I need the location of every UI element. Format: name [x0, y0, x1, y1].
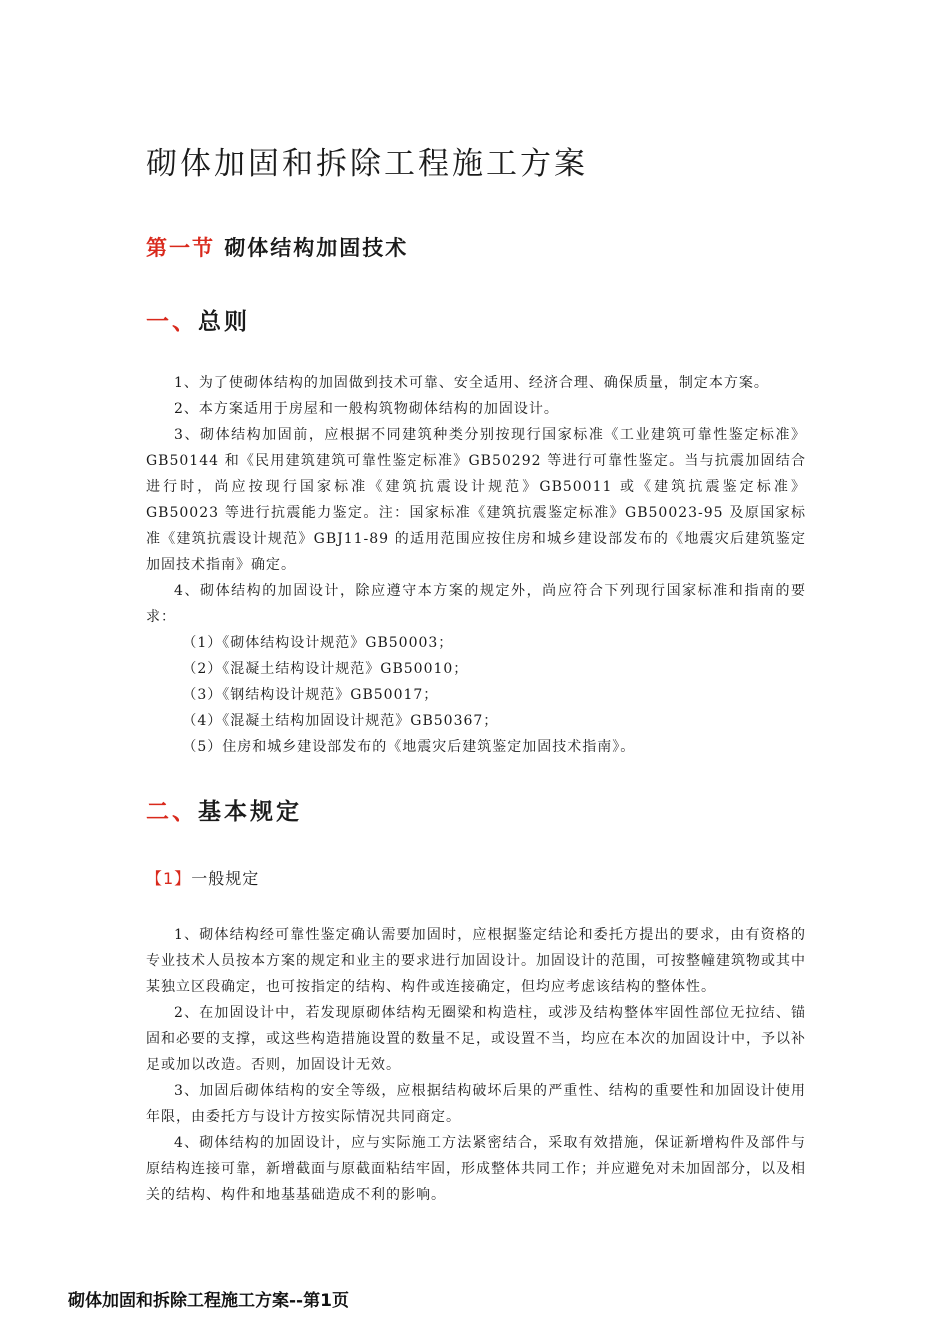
- subheading-number: 【1】: [146, 869, 192, 888]
- section-number: 第一节: [146, 236, 215, 260]
- paragraph: 3、砌体结构加固前，应根据不同建筑种类分别按现行国家标准《工业建筑可靠性鉴定标准》GB50144 和《民用建筑建筑可靠性鉴定标准》GB50292 等进行可靠性鉴定。当与抗震加固结合进行时，尚应按现行国家标准《建筑抗震设计规范》GB50011 或《建筑抗震鉴定标准》GB50023 等进行抗震能力鉴定。注：国家标准《建筑抗震鉴定标准》GB50023-95 及原国家标准《建筑抗震设计规范》GBJ11-89 的适用范围应按住房和城乡建设部发布的《地震灾后建筑鉴定加固技术指南》确定。: [146, 427, 806, 573]
- section-heading: [146, 232, 408, 262]
- paragraph: 2、本方案适用于房屋和一般构筑物砌体结构的加固设计。: [174, 401, 559, 417]
- list-item: （3）《钢结构设计规范》GB50017；: [182, 687, 439, 703]
- list-item: （2）《混凝土结构设计规范》GB50010；: [182, 661, 469, 677]
- heading-basic-provisions: [146, 793, 302, 826]
- page-footer: 砌体加固和拆除工程施工方案--第1页: [68, 1291, 349, 1311]
- paragraph: 3、加固后砌体结构的安全等级，应根据结构破坏后果的严重性、结构的重要性和加固设计使用年限，由委托方与设计方按实际情况共同商定。: [146, 1083, 806, 1125]
- heading-general-principles: [146, 303, 250, 336]
- section-title: 砌体结构加固技术: [224, 236, 409, 260]
- general-rules-body: [146, 922, 806, 1208]
- paragraph: 2、在加固设计中，若发现原砌体结构无圈梁和构造柱，或涉及结构整体牢固性部位无拉结、锚固和必要的支撑，或这些构造措施设置的数量不足，或设置不当，均应在本次的加固设计中，予以补足或加以改造。否则，加固设计无效。: [146, 1005, 806, 1073]
- list-item: （1）《砌体结构设计规范》GB50003；: [182, 635, 454, 651]
- heading-number: 一、: [146, 309, 198, 335]
- subheading-general-rules: [146, 866, 259, 889]
- heading-text: 总则: [198, 309, 250, 335]
- paragraph: 4、砌体结构的加固设计，应与实际施工方法紧密结合，采取有效措施，保证新增构件及部件与原结构连接可靠，新增截面与原截面粘结牢固，形成整体共同工作；并应避免对未加固部分，以及相关的结构、构件和地基基础造成不利的影响。: [146, 1135, 806, 1203]
- list-item: （5）住房和城乡建设部发布的《地震灾后建筑鉴定加固技术指南》。: [182, 739, 636, 755]
- heading-text: 基本规定: [198, 799, 302, 825]
- paragraph: 1、为了使砌体结构的加固做到技术可靠、安全适用、经济合理、确保质量，制定本方案。: [174, 375, 769, 391]
- subheading-text: 一般规定: [191, 869, 260, 888]
- document-title: 砌体加固和拆除工程施工方案: [146, 146, 588, 182]
- paragraph: 4、砌体结构的加固设计，除应遵守本方案的规定外，尚应符合下列现行国家标准和指南的要求：: [146, 583, 806, 625]
- heading-number: 二、: [146, 799, 198, 825]
- list-item: （4）《混凝土结构加固设计规范》GB50367；: [182, 713, 499, 729]
- general-principles-body: [146, 370, 806, 760]
- paragraph: 1、砌体结构经可靠性鉴定确认需要加固时，应根据鉴定结论和委托方提出的要求，由有资格的专业技术人员按本方案的规定和业主的要求进行加固设计。加固设计的范围，可按整幢建筑物或其中某独立区段确定，也可按指定的结构、构件或连接确定，但均应考虑该结构的整体性。: [146, 927, 806, 995]
